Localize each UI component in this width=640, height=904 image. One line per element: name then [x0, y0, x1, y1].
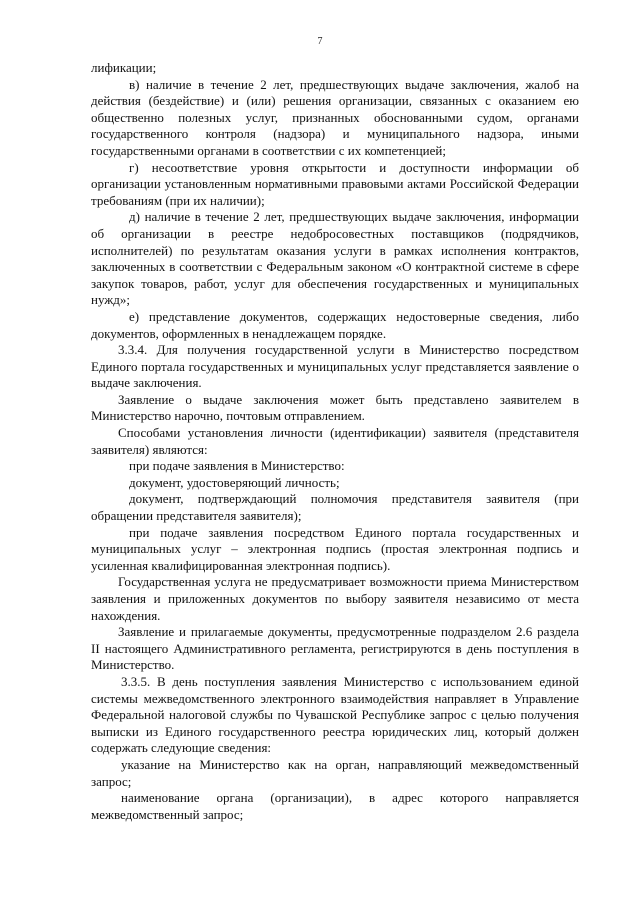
document-body	[91, 60, 579, 823]
paragraph-request-recipient: наименование органа (организации), в адрес которого направляется межведомственный запрос;	[91, 790, 579, 822]
paragraph-identification-methods: Способами установления личности (идентификации) заявителя (представителя заявителя) являются:	[91, 425, 579, 457]
page-number: 7	[317, 36, 323, 47]
paragraph-item-v: в) наличие в течение 2 лет, предшествующих выдаче заключения, жалоб на действия (бездействие) и (или) решения организации, связанных с оказанием ею общественно полезных услуг, признанных обоснованными судом, органами государственного контроля (надзора) и муниципального надзора, иными государственными органами в соответствии с их компетенцией;	[91, 76, 579, 158]
paragraph-authority-document: документ, подтверждающий полномочия представителя заявителя (при обращении представителя заявителя);	[91, 491, 579, 524]
paragraph-item-e: е) представление документов, содержащих недостоверные сведения, либо документов, оформленных в ненадлежащем порядке.	[91, 308, 579, 341]
paragraph-ministry-submission: при подаче заявления в Министерство:	[129, 458, 345, 474]
paragraph-identity-document: документ, удостоверяющий личность;	[129, 474, 340, 490]
paragraph-portal-signature: при подаче заявления посредством Единого портала государственных и муниципальных услуг – электронная подпись (простая электронная подпись и усиленная квалифицированная электронная подпись).	[91, 524, 579, 573]
paragraph-continuation: лификации;	[91, 60, 157, 75]
paragraph-no-extraterritorial: Государственная услуга не предусматривает возможности приема Министерством заявления и приложенных документов по выбору заявителя независимо от места нахождения.	[91, 574, 579, 623]
paragraph-3-3-4: 3.3.4. Для получения государственной услуги в Министерство посредством Единого портала государственных и муниципальных услуг представляется заявление о выдаче заключения.	[91, 342, 579, 391]
paragraph-item-g: г) несоответствие уровня открытости и доступности информации об организации установленным нормативными правовыми актами Российской Федерации требованиям (при их наличии);	[91, 159, 579, 208]
paragraph-request-ministry: указание на Министерство как на орган, направляющий межведомственный запрос;	[91, 756, 579, 789]
paragraph-registration: Заявление и прилагаемые документы, предусмотренные подразделом 2.6 раздела II настоящего Административного регламента, регистрируются в день поступления в Министерство.	[91, 624, 579, 673]
paragraph-item-d: д) наличие в течение 2 лет, предшествующих выдаче заключения, информации об организации в реестре недобросовестных поставщиков (подрядчиков, исполнителей) по результатам оказания услуги в рамках исполнения контрактов, заключенных в соответствии с Федеральным законом «О контрактной системе в сфере закупок товаров, работ, услуг для обеспечения государственных и муниципальных нужд»;	[91, 209, 579, 308]
paragraph-3-3-5: 3.3.5. В день поступления заявления Министерство с использованием единой системы межведомственного электронного взаимодействия направляет в Управление Федеральной налоговой службы по Чувашской Республике запрос с целью получения выписки из Единого государственного реестра юридических лиц, который должен содержать следующие сведения:	[91, 673, 579, 756]
paragraph-application-submission: Заявление о выдаче заключения может быть представлено заявителем в Министерство нарочно, почтовым отправлением.	[91, 391, 579, 424]
